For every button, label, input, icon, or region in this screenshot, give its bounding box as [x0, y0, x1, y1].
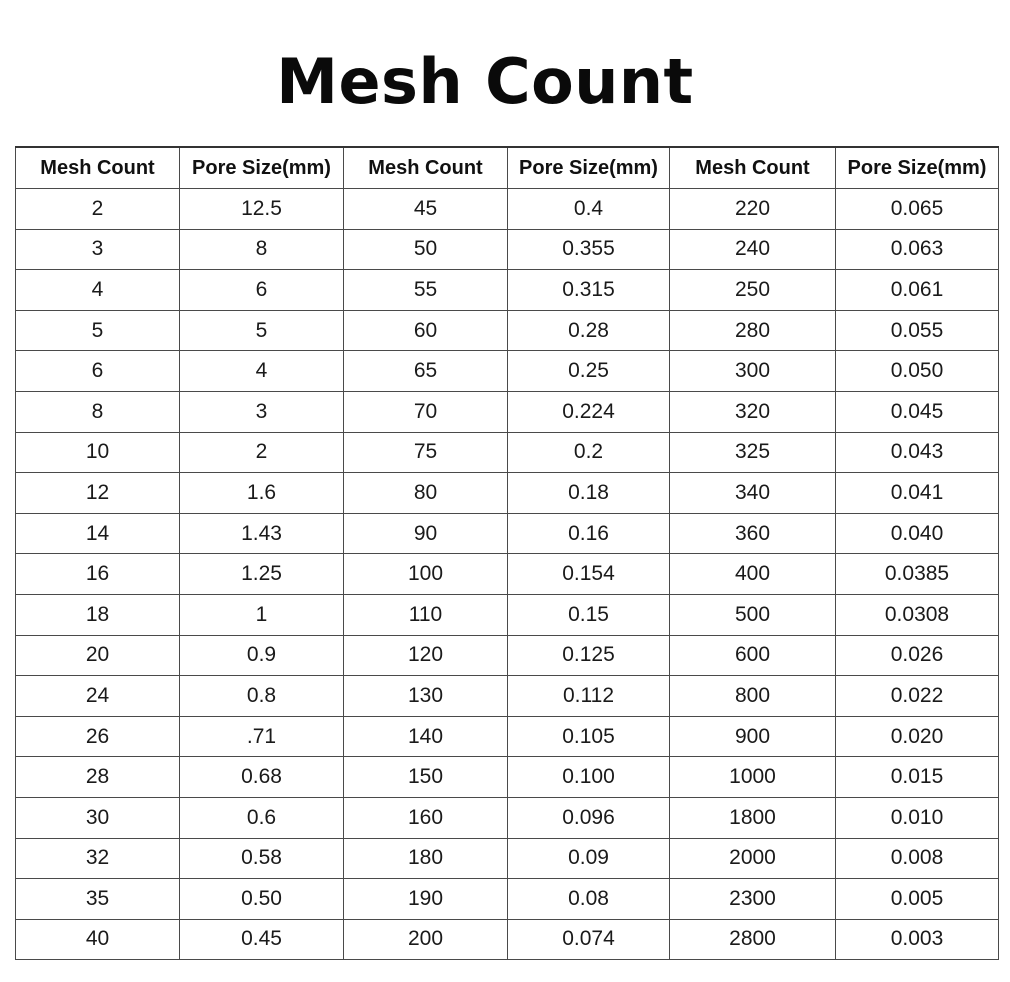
mesh-count-cell: 220	[670, 189, 836, 230]
pore-size-cell: 0.0385	[836, 554, 999, 595]
pore-size-cell: 0.125	[508, 635, 670, 676]
mesh-count-cell: 5	[16, 310, 180, 351]
table-row	[16, 351, 999, 392]
pore-size-cell: 1.6	[180, 473, 344, 514]
mesh-count-cell: 20	[16, 635, 180, 676]
table-row	[16, 757, 999, 798]
mesh-count-cell: 55	[344, 270, 508, 311]
pore-size-cell: 0.074	[508, 919, 670, 960]
table-row	[16, 473, 999, 514]
mesh-count-cell: 70	[344, 391, 508, 432]
mesh-count-cell: 32	[16, 838, 180, 879]
column-header-pore-size: Pore Size(mm)	[836, 147, 999, 189]
mesh-count-cell: 100	[344, 554, 508, 595]
mesh-count-cell: 45	[344, 189, 508, 230]
mesh-count-cell: 140	[344, 716, 508, 757]
pore-size-cell: 0.055	[836, 310, 999, 351]
mesh-count-cell: 18	[16, 594, 180, 635]
table-row	[16, 716, 999, 757]
table-row	[16, 310, 999, 351]
mesh-count-cell: 24	[16, 676, 180, 717]
pore-size-cell: 0.061	[836, 270, 999, 311]
column-header-pore-size: Pore Size(mm)	[508, 147, 670, 189]
mesh-count-cell: 600	[670, 635, 836, 676]
column-header-mesh-count: Mesh Count	[344, 147, 508, 189]
pore-size-cell: 0.6	[180, 797, 344, 838]
table-body	[16, 189, 999, 960]
table-row	[16, 229, 999, 270]
table-row	[16, 554, 999, 595]
mesh-count-cell: 6	[16, 351, 180, 392]
table-row	[16, 391, 999, 432]
pore-size-cell: 0.015	[836, 757, 999, 798]
pore-size-cell: 0.003	[836, 919, 999, 960]
mesh-count-cell: 320	[670, 391, 836, 432]
pore-size-cell: 0.112	[508, 676, 670, 717]
pore-size-cell: 0.4	[508, 189, 670, 230]
pore-size-cell: 3	[180, 391, 344, 432]
mesh-count-cell: 1000	[670, 757, 836, 798]
pore-size-cell: 0.096	[508, 797, 670, 838]
pore-size-cell: 0.50	[180, 879, 344, 920]
mesh-count-cell: 250	[670, 270, 836, 311]
pore-size-cell: 0.25	[508, 351, 670, 392]
table-row	[16, 635, 999, 676]
mesh-count-cell: 26	[16, 716, 180, 757]
pore-size-cell: 0.224	[508, 391, 670, 432]
mesh-count-cell: 130	[344, 676, 508, 717]
table-row	[16, 838, 999, 879]
pore-size-cell: 0.005	[836, 879, 999, 920]
mesh-count-cell: 150	[344, 757, 508, 798]
pore-size-cell: 0.18	[508, 473, 670, 514]
page-title: Mesh Count	[276, 45, 694, 118]
mesh-count-cell: 50	[344, 229, 508, 270]
mesh-count-cell: 200	[344, 919, 508, 960]
pore-size-cell: 0.16	[508, 513, 670, 554]
pore-size-cell: 0.022	[836, 676, 999, 717]
mesh-count-cell: 1800	[670, 797, 836, 838]
mesh-count-cell: 65	[344, 351, 508, 392]
table-row	[16, 676, 999, 717]
pore-size-cell: 8	[180, 229, 344, 270]
mesh-count-cell: 4	[16, 270, 180, 311]
mesh-count-cell: 10	[16, 432, 180, 473]
pore-size-cell: 0.58	[180, 838, 344, 879]
mesh-count-cell: 2000	[670, 838, 836, 879]
table-row	[16, 919, 999, 960]
mesh-count-cell: 12	[16, 473, 180, 514]
pore-size-cell: 1.43	[180, 513, 344, 554]
pore-size-cell: 0.154	[508, 554, 670, 595]
pore-size-cell: 5	[180, 310, 344, 351]
pore-size-cell: 0.45	[180, 919, 344, 960]
mesh-count-cell: 60	[344, 310, 508, 351]
pore-size-cell: 0.063	[836, 229, 999, 270]
pore-size-cell: 0.2	[508, 432, 670, 473]
column-header-mesh-count: Mesh Count	[16, 147, 180, 189]
pore-size-cell: 0.68	[180, 757, 344, 798]
pore-size-cell: 0.020	[836, 716, 999, 757]
mesh-count-cell: 340	[670, 473, 836, 514]
column-header-mesh-count: Mesh Count	[670, 147, 836, 189]
pore-size-cell: 0.008	[836, 838, 999, 879]
mesh-count-cell: 2800	[670, 919, 836, 960]
pore-size-cell: 4	[180, 351, 344, 392]
mesh-count-cell: 180	[344, 838, 508, 879]
mesh-count-cell: 110	[344, 594, 508, 635]
pore-size-cell: 0.08	[508, 879, 670, 920]
pore-size-cell: 1	[180, 594, 344, 635]
pore-size-cell: .71	[180, 716, 344, 757]
mesh-count-cell: 190	[344, 879, 508, 920]
mesh-count-cell: 3	[16, 229, 180, 270]
mesh-count-cell: 400	[670, 554, 836, 595]
mesh-count-cell: 120	[344, 635, 508, 676]
table-row	[16, 879, 999, 920]
mesh-count-cell: 2	[16, 189, 180, 230]
pore-size-cell: 0.026	[836, 635, 999, 676]
pore-size-cell: 0.065	[836, 189, 999, 230]
mesh-count-table	[15, 146, 999, 960]
mesh-count-cell: 280	[670, 310, 836, 351]
mesh-count-cell: 28	[16, 757, 180, 798]
pore-size-cell: 0.040	[836, 513, 999, 554]
pore-size-cell: 0.043	[836, 432, 999, 473]
pore-size-cell: 12.5	[180, 189, 344, 230]
pore-size-cell: 0.0308	[836, 594, 999, 635]
mesh-count-cell: 240	[670, 229, 836, 270]
table-header-row	[16, 147, 999, 189]
mesh-count-cell: 40	[16, 919, 180, 960]
mesh-count-cell: 35	[16, 879, 180, 920]
mesh-count-cell: 300	[670, 351, 836, 392]
pore-size-cell: 0.28	[508, 310, 670, 351]
pore-size-cell: 6	[180, 270, 344, 311]
pore-size-cell: 0.315	[508, 270, 670, 311]
pore-size-cell: 1.25	[180, 554, 344, 595]
pore-size-cell: 0.050	[836, 351, 999, 392]
pore-size-cell: 0.105	[508, 716, 670, 757]
mesh-count-cell: 500	[670, 594, 836, 635]
mesh-count-cell: 14	[16, 513, 180, 554]
mesh-count-cell: 160	[344, 797, 508, 838]
table-row	[16, 797, 999, 838]
pore-size-cell: 0.045	[836, 391, 999, 432]
mesh-count-cell: 325	[670, 432, 836, 473]
pore-size-cell: 0.010	[836, 797, 999, 838]
table-row	[16, 270, 999, 311]
mesh-count-cell: 2300	[670, 879, 836, 920]
mesh-count-cell: 90	[344, 513, 508, 554]
mesh-count-cell: 80	[344, 473, 508, 514]
mesh-count-cell: 30	[16, 797, 180, 838]
pore-size-cell: 0.9	[180, 635, 344, 676]
pore-size-cell: 0.8	[180, 676, 344, 717]
pore-size-cell: 0.09	[508, 838, 670, 879]
table-row	[16, 189, 999, 230]
mesh-count-cell: 75	[344, 432, 508, 473]
mesh-count-cell: 900	[670, 716, 836, 757]
mesh-count-cell: 800	[670, 676, 836, 717]
mesh-count-cell: 8	[16, 391, 180, 432]
pore-size-cell: 0.355	[508, 229, 670, 270]
mesh-count-cell: 360	[670, 513, 836, 554]
table-row	[16, 594, 999, 635]
table-row	[16, 432, 999, 473]
column-header-pore-size: Pore Size(mm)	[180, 147, 344, 189]
table-row	[16, 513, 999, 554]
pore-size-cell: 0.15	[508, 594, 670, 635]
pore-size-cell: 0.041	[836, 473, 999, 514]
pore-size-cell: 2	[180, 432, 344, 473]
pore-size-cell: 0.100	[508, 757, 670, 798]
mesh-count-cell: 16	[16, 554, 180, 595]
